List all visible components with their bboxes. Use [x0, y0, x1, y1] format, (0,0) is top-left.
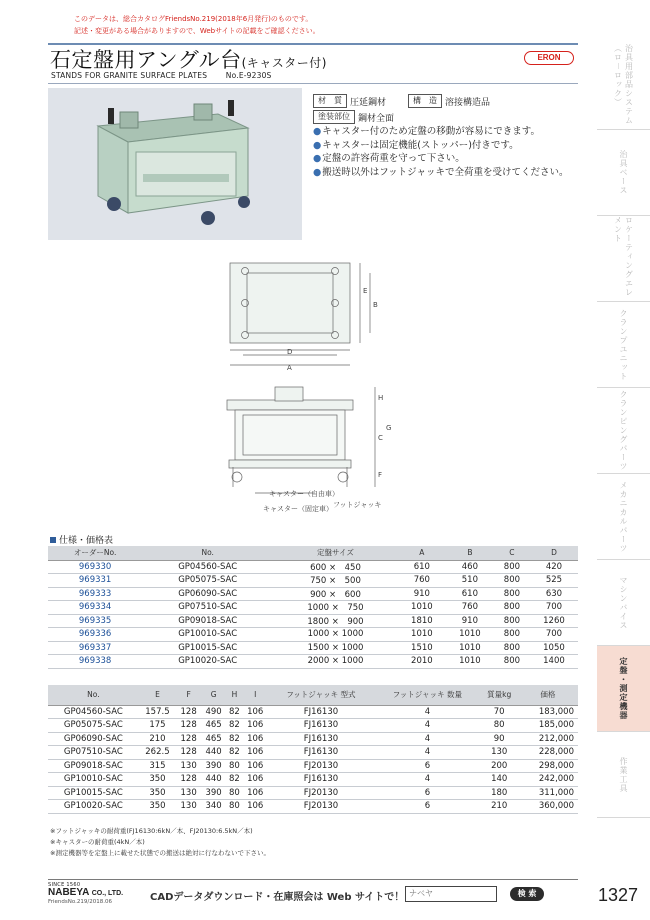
table-cell: 1010 [446, 641, 494, 655]
table-row [48, 746, 578, 760]
table-cell: 350 [139, 800, 176, 814]
order-table [48, 546, 578, 669]
table-cell: 1000 × 1000 [273, 628, 398, 642]
column-header: F [176, 685, 201, 705]
table-row [48, 786, 578, 800]
column-header: E [139, 685, 176, 705]
table-cell: 106 [243, 800, 268, 814]
table-cell: 128 [176, 705, 201, 719]
table-cell: GP04560-SAC [142, 560, 273, 574]
side-tab[interactable] [597, 44, 650, 130]
table-cell[interactable]: 969334 [48, 601, 142, 615]
table-cell: 4 [374, 705, 480, 719]
side-tab[interactable] [597, 474, 650, 560]
column-header: フットジャッキ 型式 [268, 685, 374, 705]
note-item: ※フットジャッキの耐荷重(FJ16130:6kN／本、FJ20130:6.5kN／本) [50, 827, 253, 835]
dim-label-h: H [378, 394, 384, 402]
note-item: ※測定機器等を定盤上に載せた状態での搬送は絶対に行なわないで下さい。 [50, 849, 270, 857]
column-header: No. [48, 685, 139, 705]
title-main: 石定盤用アングル台 [50, 48, 242, 72]
column-header: I [243, 685, 268, 705]
table-cell: FJ16130 [268, 719, 374, 733]
table-cell: 420 [530, 560, 578, 574]
table-cell: 6 [374, 759, 480, 773]
table-row [48, 705, 578, 719]
dim-label-b: B [373, 301, 378, 309]
side-tab-label: クランプユニット [619, 308, 628, 381]
column-header: 価格 [518, 685, 578, 705]
page-subtitle [51, 71, 272, 80]
table-cell: 440 [201, 773, 226, 787]
table-cell: 128 [176, 773, 201, 787]
table-cell: 490 [201, 705, 226, 719]
table-cell: 360,000 [518, 800, 578, 814]
note-item: ※キャスターの耐荷重(4kN／本) [50, 838, 145, 846]
page-title [50, 44, 327, 74]
table-cell: FJ20130 [268, 759, 374, 773]
side-tab[interactable] [597, 388, 650, 474]
table-cell: 610 [398, 560, 446, 574]
feature-item: ● 定盤の許容荷重を守って下さい。 [313, 152, 568, 166]
table-cell: 130 [176, 800, 201, 814]
table-row [48, 574, 578, 588]
dim-label-c: C [378, 434, 383, 442]
table-cell: 242,000 [518, 773, 578, 787]
table-cell: 1010 [398, 628, 446, 642]
table-row [48, 800, 578, 814]
catalog-notice [74, 13, 320, 37]
table-cell: 700 [530, 601, 578, 615]
table-cell: FJ20130 [268, 800, 374, 814]
table-cell: 350 [139, 786, 176, 800]
table-cell: 800 [494, 587, 530, 601]
material-tag: 材 質 [313, 94, 347, 108]
table-cell: 460 [446, 560, 494, 574]
search-input[interactable]: ナベヤ [405, 886, 497, 902]
table-cell: GP10015-SAC [142, 641, 273, 655]
title-sub: (キャスター付) [241, 56, 327, 70]
table-cell: FJ16130 [268, 773, 374, 787]
table-cell: GP09018-SAC [142, 614, 273, 628]
eron-logo: ERON [524, 51, 574, 65]
side-tab[interactable] [597, 216, 650, 302]
table-cell: GP10020-SAC [142, 655, 273, 669]
column-header: G [201, 685, 226, 705]
column-header: 定盤サイズ [273, 546, 398, 560]
side-tab[interactable] [597, 302, 650, 388]
feature-item: ● 搬送時以外はフットジャッキで全荷重を受けてください。 [313, 166, 568, 180]
product-photo [48, 88, 302, 240]
english-title: STANDS FOR GRANITE SURFACE PLATES [51, 71, 208, 80]
table-cell: 90 [481, 732, 518, 746]
material-value: 圧延鋼材 [350, 97, 387, 108]
table-cell: 80 [226, 759, 243, 773]
table-row [48, 773, 578, 787]
side-tab-label: 定盤・測定機器 [619, 657, 628, 720]
table-row [48, 601, 578, 615]
coating-value: 鋼材全面 [358, 113, 395, 124]
table-cell: 800 [494, 574, 530, 588]
table-cell: 1260 [530, 614, 578, 628]
column-header: オーダーNo. [48, 546, 142, 560]
table-cell: 800 [494, 601, 530, 615]
table-row [48, 732, 578, 746]
table-cell: 212,000 [518, 732, 578, 746]
table-cell: 900 × 600 [273, 587, 398, 601]
table-cell: GP05075-SAC [142, 574, 273, 588]
table-cell[interactable]: 969336 [48, 628, 142, 642]
table-cell: 465 [201, 732, 226, 746]
table-cell: 157.5 [139, 705, 176, 719]
table-cell: 106 [243, 759, 268, 773]
dim-label-e: E [363, 287, 368, 295]
table-cell: 800 [494, 655, 530, 669]
since-text: SINCE 1560 [48, 882, 81, 888]
caster-free-label: キャスター（自由車） [269, 490, 339, 498]
caster-fixed-label: キャスター（固定車） [263, 505, 333, 513]
table-cell: GP10010-SAC [48, 773, 139, 787]
table-cell: 106 [243, 732, 268, 746]
table-cell: GP10020-SAC [48, 800, 139, 814]
foot-jack-label: フットジャッキ [333, 501, 382, 509]
table-row [48, 614, 578, 628]
table-cell: 128 [176, 719, 201, 733]
table-cell: 82 [226, 773, 243, 787]
table-cell: 130 [481, 746, 518, 760]
order-table-body [48, 560, 578, 668]
spec-block [313, 93, 490, 125]
table-row [48, 719, 578, 733]
table-cell: FJ20130 [268, 786, 374, 800]
table-cell[interactable]: 969331 [48, 574, 142, 588]
table-cell[interactable]: 969333 [48, 587, 142, 601]
table-cell: GP07510-SAC [142, 601, 273, 615]
structure-value: 溶接構造品 [445, 97, 491, 108]
table-cell: 2010 [398, 655, 446, 669]
table-cell: GP10015-SAC [48, 786, 139, 800]
search-button[interactable]: 検 索 [510, 887, 544, 901]
technical-drawing [215, 255, 415, 525]
table-cell[interactable]: 969335 [48, 614, 142, 628]
table-row [48, 560, 578, 574]
table-cell: 340 [201, 800, 226, 814]
table-cell: 630 [530, 587, 578, 601]
coating-tag: 塗装部位 [313, 110, 355, 124]
table-cell: 1400 [530, 655, 578, 669]
table-header-row [48, 685, 578, 705]
section-label: 仕様・価格表 [50, 533, 113, 546]
table-cell: GP07510-SAC [48, 746, 139, 760]
table-cell: GP10010-SAC [142, 628, 273, 642]
table-cell: 390 [201, 759, 226, 773]
table-cell: 440 [201, 746, 226, 760]
table-cell: 525 [530, 574, 578, 588]
table-cell: 140 [481, 773, 518, 787]
cad-download-text: CADデータダウンロード・在庫照会は Web サイトで！ [150, 892, 405, 903]
side-tab-label: ロケーティングエレメント [613, 216, 634, 297]
table-cell: GP06090-SAC [142, 587, 273, 601]
table-cell: 185,000 [518, 719, 578, 733]
table-cell: 760 [398, 574, 446, 588]
dim-label-d: D [287, 348, 293, 356]
table-cell: 82 [226, 719, 243, 733]
table-cell: 210 [139, 732, 176, 746]
table-cell: 200 [481, 759, 518, 773]
column-header: D [530, 546, 578, 560]
page-number: 1327 [598, 885, 639, 905]
dim-label-f: F [378, 471, 383, 479]
side-tab[interactable] [597, 130, 650, 216]
column-header: H [226, 685, 243, 705]
notice-line-2: 記述・変更がある場合がありますので、Webサイトの記載をご確認ください。 [74, 27, 320, 35]
table-cell: FJ16130 [268, 705, 374, 719]
divider [48, 83, 578, 84]
table-cell: 390 [201, 786, 226, 800]
feature-item: ● キャスターは固定機能(ストッパー)付きです。 [313, 139, 568, 153]
table-cell: 130 [176, 786, 201, 800]
table-cell: 210 [481, 800, 518, 814]
table-cell: 6 [374, 786, 480, 800]
column-header: A [398, 546, 446, 560]
table-cell: 910 [398, 587, 446, 601]
table-cell: GP04560-SAC [48, 705, 139, 719]
table-cell: 1510 [398, 641, 446, 655]
column-header: C [494, 546, 530, 560]
side-tab-nav [597, 44, 650, 818]
table-cell[interactable]: 969337 [48, 641, 142, 655]
table-cell: 228,000 [518, 746, 578, 760]
table-header-row [48, 546, 578, 560]
table-row [48, 628, 578, 642]
table-cell: 600 × 450 [273, 560, 398, 574]
table-cell: 1000 × 750 [273, 601, 398, 615]
table-cell: 106 [243, 773, 268, 787]
table-cell: GP06090-SAC [48, 732, 139, 746]
table-cell: 610 [446, 587, 494, 601]
feature-item: ● キャスター付のため定盤の移動が容易にできます。 [313, 125, 568, 139]
column-header: フットジャッキ 数量 [374, 685, 480, 705]
table-cell: 1800 × 900 [273, 614, 398, 628]
table-cell: 1010 [398, 601, 446, 615]
table-cell: 2000 × 1000 [273, 655, 398, 669]
table-cell: 130 [176, 759, 201, 773]
table-cell: 128 [176, 732, 201, 746]
table-cell: 700 [530, 628, 578, 642]
table-cell: 4 [374, 719, 480, 733]
table-cell: 1010 [446, 655, 494, 669]
side-tab-label: クランピングパーツ [619, 390, 628, 471]
table-cell: 1050 [530, 641, 578, 655]
table-cell: 800 [494, 628, 530, 642]
notice-line-1: このデータは、総合カタログFriendsNo.219(2018年6月発行)のものです。 [74, 15, 313, 23]
structure-tag: 構 造 [408, 94, 442, 108]
nabeya-logo [48, 882, 123, 905]
table-cell: FJ16130 [268, 746, 374, 760]
table-cell: 4 [374, 773, 480, 787]
dim-label-a: A [287, 364, 292, 372]
table-cell: 82 [226, 705, 243, 719]
table-cell: 106 [243, 705, 268, 719]
table-cell: 311,000 [518, 786, 578, 800]
table-cell: 1010 [446, 628, 494, 642]
table-cell: 128 [176, 746, 201, 760]
table-cell: 800 [494, 560, 530, 574]
table-cell: 6 [374, 800, 480, 814]
table-cell: 183,000 [518, 705, 578, 719]
side-tab[interactable] [597, 646, 650, 732]
table-cell: 106 [243, 786, 268, 800]
table-cell: 82 [226, 746, 243, 760]
table-cell: 750 × 500 [273, 574, 398, 588]
table-cell: 350 [139, 773, 176, 787]
column-header: 質量kg [481, 685, 518, 705]
spec-price-table-body [48, 705, 578, 813]
table-cell: 106 [243, 719, 268, 733]
table-cell: 175 [139, 719, 176, 733]
side-tab[interactable] [597, 560, 650, 646]
spec-price-table [48, 685, 578, 814]
table-row [48, 759, 578, 773]
table-cell: 800 [494, 614, 530, 628]
friends-number: FriendsNo.219/2018.06 [48, 899, 113, 905]
table-cell: 298,000 [518, 759, 578, 773]
table-cell: 4 [374, 732, 480, 746]
table-cell: 910 [446, 614, 494, 628]
table-cell: 106 [243, 746, 268, 760]
table-row [48, 641, 578, 655]
table-cell: 262.5 [139, 746, 176, 760]
table-cell: 800 [494, 641, 530, 655]
footer-divider [48, 879, 578, 880]
dim-label-g: G [386, 424, 392, 432]
company-suffix: CO., LTD. [91, 890, 124, 897]
table-row [48, 587, 578, 601]
table-cell: 760 [446, 601, 494, 615]
side-tab-label: メカニカルパーツ [619, 480, 628, 553]
table-row [48, 655, 578, 669]
table-cell[interactable]: 969330 [48, 560, 142, 574]
table-cell: 1810 [398, 614, 446, 628]
feature-list [313, 125, 568, 179]
side-tab[interactable] [597, 732, 650, 818]
table-cell: GP05075-SAC [48, 719, 139, 733]
table-cell: 80 [226, 800, 243, 814]
side-tab-label: 作業工具 [619, 756, 628, 793]
table-cell: FJ16130 [268, 732, 374, 746]
notes [50, 826, 270, 859]
side-tab-label: マシンバイス [619, 575, 628, 630]
table-cell: 80 [481, 719, 518, 733]
table-cell: 510 [446, 574, 494, 588]
table-cell: 82 [226, 732, 243, 746]
column-header: B [446, 546, 494, 560]
table-cell: 315 [139, 759, 176, 773]
side-tab-label: 治具ベース [619, 150, 628, 195]
table-cell: 180 [481, 786, 518, 800]
table-cell: GP09018-SAC [48, 759, 139, 773]
table-cell: 4 [374, 746, 480, 760]
column-header: No. [142, 546, 273, 560]
model-number: No.E-9230S [225, 71, 272, 80]
side-tab-label: 治具用部品システム（ロ－ロック） [613, 44, 634, 125]
table-cell[interactable]: 969338 [48, 655, 142, 669]
table-cell: 1500 × 1000 [273, 641, 398, 655]
company-name: NABEYA [48, 887, 89, 898]
table-cell: 70 [481, 705, 518, 719]
table-cell: 465 [201, 719, 226, 733]
table-cell: 80 [226, 786, 243, 800]
